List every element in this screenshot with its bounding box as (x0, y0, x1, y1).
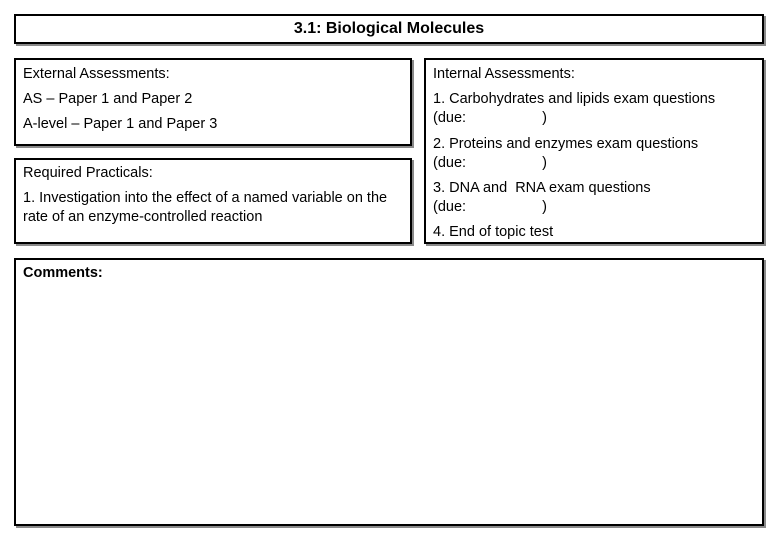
due-line-3 (433, 198, 547, 217)
due-close: ) (542, 110, 547, 126)
practical-item: 1. Investigation into the effect of a named variable on the rate of an enzyme-controlled reaction (23, 190, 388, 225)
internal-item-1: 1. Carbohydrates and lipids exam questions (433, 91, 716, 107)
internal-assessments-heading: Internal Assessments: (433, 66, 575, 82)
title-box (14, 14, 764, 44)
required-practicals-heading: Required Practicals: (23, 165, 153, 181)
page-title: 3.1: Biological Molecules (293, 20, 485, 37)
due-close: ) (542, 199, 547, 215)
internal-item-2: 2. Proteins and enzymes exam questions (433, 136, 699, 152)
external-item-as: AS – Paper 1 and Paper 2 (23, 91, 193, 107)
due-line-2 (433, 154, 547, 173)
internal-item-4: 4. End of topic test (433, 224, 554, 240)
due-close: ) (542, 155, 547, 171)
internal-assessments-box (424, 58, 764, 244)
due-open: (due: (433, 110, 467, 126)
internal-item-3: 3. DNA and RNA exam questions (433, 180, 651, 196)
due-open: (due: (433, 155, 467, 171)
external-assessments-box (14, 58, 412, 146)
due-open: (due: (433, 199, 467, 215)
external-assessments-heading: External Assessments: (23, 66, 170, 82)
required-practicals-box (14, 158, 412, 244)
external-item-a-level: A-level – Paper 1 and Paper 3 (23, 116, 218, 132)
comments-box[interactable] (14, 258, 764, 526)
comments-heading: Comments: (23, 265, 103, 281)
due-line-1 (433, 109, 547, 128)
